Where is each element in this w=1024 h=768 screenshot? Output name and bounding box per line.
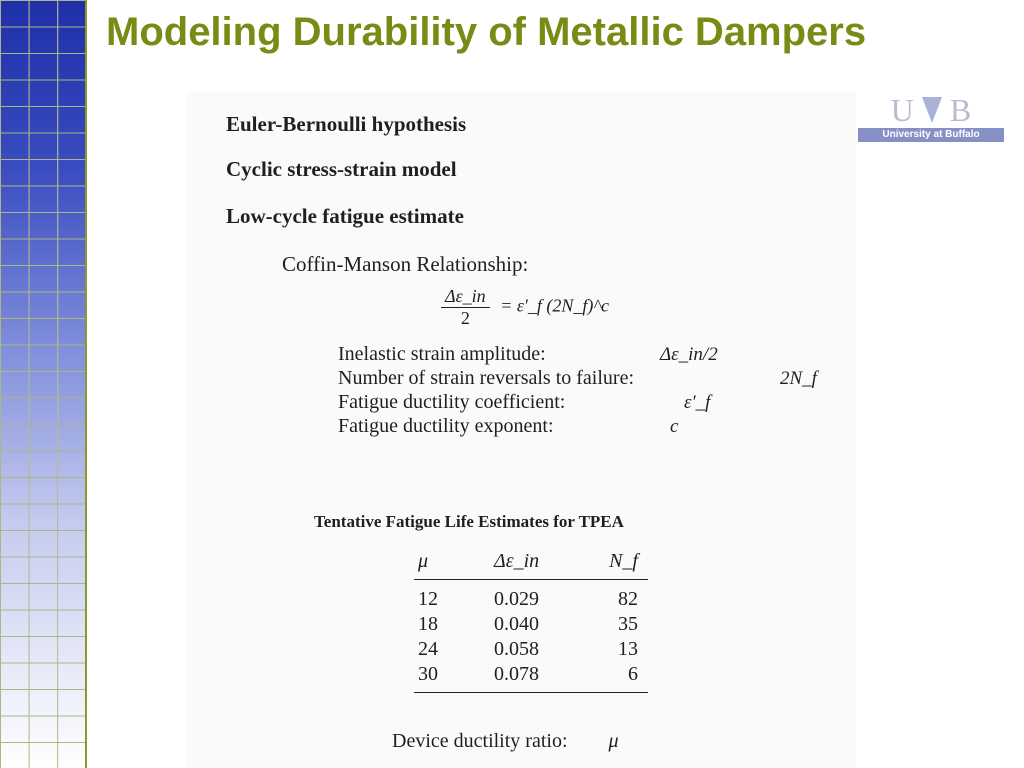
fatigue-life-table [414, 544, 648, 693]
table-cell: 6 [594, 662, 648, 693]
logo-mark-icon [922, 97, 942, 123]
logo-letter-b: B [949, 91, 972, 128]
decorative-grid-lines [0, 0, 86, 768]
definition-label: Inelastic strain amplitude: [338, 343, 546, 365]
definition-label: Fatigue ductility coefficient: [338, 391, 566, 413]
definition-label: Fatigue ductility exponent: [338, 415, 554, 437]
table-cell: 13 [618, 638, 638, 660]
definition-symbol: 2N_f [780, 368, 817, 389]
table-cell: 0.058 [494, 638, 539, 660]
definition-label: Number of strain reversals to failure: [338, 367, 635, 389]
table-cell: 0.078 [490, 662, 594, 693]
table-row [414, 612, 648, 637]
table-caption: Tentative Fatigue Life Estimates for TPEA [314, 512, 624, 531]
column-header: μ [414, 544, 490, 580]
slide-title: Modeling Durability of Metallic Dampers [106, 10, 867, 54]
definition-symbol: c [670, 416, 679, 437]
ductility-label: Device ductility ratio: [392, 730, 568, 752]
table-cell: 12 [418, 588, 438, 610]
logo-caption: University at Buffalo [858, 128, 1004, 142]
scanned-document [186, 92, 856, 768]
ductility-ratio-note [392, 730, 619, 753]
table-row [414, 580, 648, 613]
table-cell: 0.040 [494, 613, 539, 635]
logo-letter-u: U [890, 91, 914, 128]
line-cyclic-model: Cyclic stress-strain model [226, 157, 457, 181]
table-cell: 24 [418, 638, 438, 660]
coffin-manson-heading: Coffin-Manson Relationship: [282, 252, 529, 276]
line-euler-bernoulli: Euler-Bernoulli hypothesis [226, 112, 467, 136]
definition-symbol: Δε_in/2 [660, 344, 718, 365]
equation-rhs: = ε′_f (2N_f)^c [500, 295, 609, 316]
table-row [414, 662, 648, 693]
table-cell: 18 [418, 613, 438, 635]
table-cell: 0.029 [494, 588, 539, 610]
ductility-symbol: μ [608, 730, 619, 752]
table-row [414, 637, 648, 662]
column-header: Δε_in [490, 544, 594, 580]
equation-numerator: Δε_in [441, 286, 490, 308]
definition-symbol: ε′_f [684, 392, 711, 413]
definitions-list [338, 342, 634, 438]
equation-denominator: 2 [460, 308, 470, 328]
column-header: N_f [594, 544, 648, 580]
table-cell: 82 [618, 588, 638, 610]
line-fatigue-estimate: Low-cycle fatigue estimate [226, 204, 464, 228]
table-cell: 30 [414, 662, 490, 693]
grid-edge-line [85, 0, 87, 768]
coffin-manson-equation [441, 286, 609, 329]
table-cell: 35 [618, 613, 638, 635]
university-logo [858, 92, 1004, 142]
